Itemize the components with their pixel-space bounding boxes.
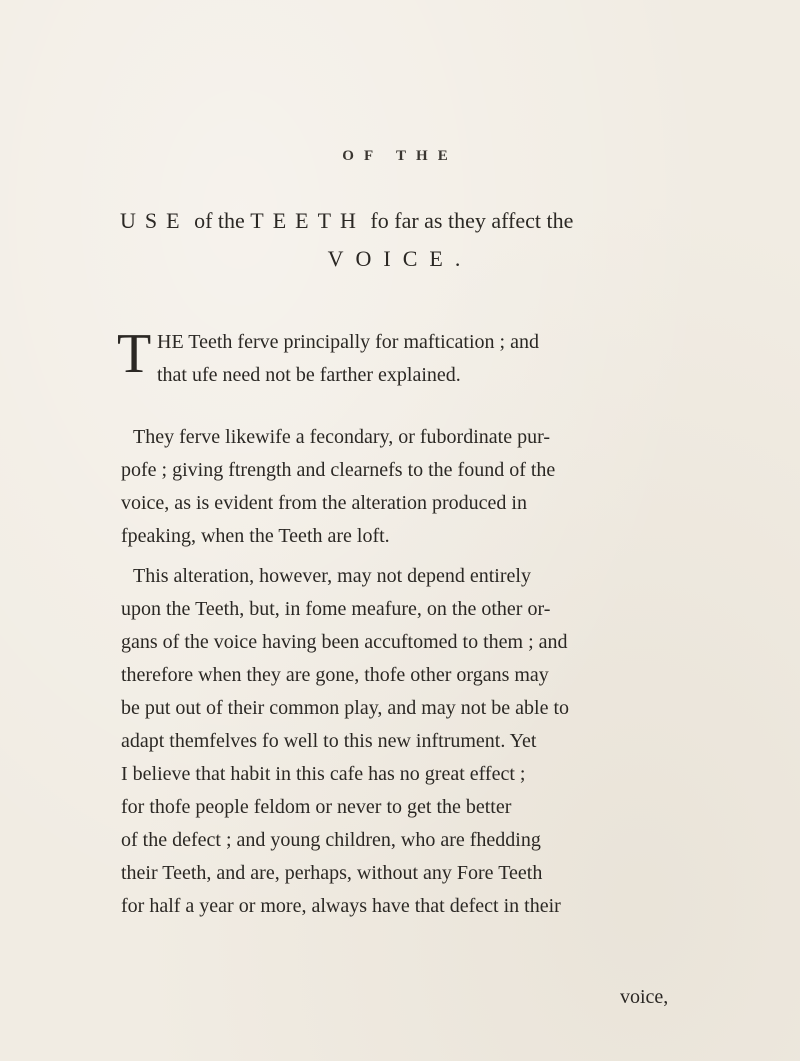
chapter-title-line-2: VOICE. — [327, 246, 473, 271]
paragraph-3-line: for thofe people feldom or never to get the better — [121, 796, 512, 818]
paragraph-2-line: pofe ; giving ftrength and clearnefs to the found of the — [121, 459, 556, 481]
running-head: OF THE — [342, 148, 458, 164]
paragraph-3-line: adapt themfelves fo well to this new inftrument. Yet — [121, 730, 537, 752]
paragraph-1-line: HE Teeth ferve principally for maftication ; and — [157, 331, 539, 353]
title-of-the: of the — [194, 208, 245, 233]
drop-cap: T — [117, 323, 152, 385]
paragraph-3-line: This alteration, however, may not depend entirely — [133, 565, 531, 587]
paragraph-3-line: upon the Teeth, but, in fome meafure, on the other or- — [121, 598, 551, 620]
paragraph-2-line: fpeaking, when the Teeth are loft. — [121, 525, 390, 547]
paragraph-2-line: voice, as is evident from the alteration produced in — [121, 492, 527, 514]
paragraph-2-line: They ferve likewife a fecondary, or fubordinate pur- — [133, 426, 550, 448]
title-word-use: USE — [120, 208, 189, 233]
paragraph-3-line: gans of the voice having been accuftomed to them ; and — [121, 631, 568, 653]
paragraph-1-line: that ufe need not be farther explained. — [157, 364, 461, 386]
paragraph-1 — [157, 326, 682, 392]
title-suffix: fo far as they affect the — [370, 208, 574, 233]
paragraph-2 — [121, 421, 685, 553]
catchword: voice, — [620, 986, 669, 1008]
paragraph-3-line: be put out of their common play, and may not be able to — [121, 697, 570, 719]
paragraph-3-line: for half a year or more, always have that defect in their — [121, 895, 561, 917]
paragraph-3 — [121, 560, 685, 923]
chapter-title-line-1 — [120, 208, 720, 234]
title-word-teeth: TEETH — [250, 208, 365, 233]
paragraph-3-line: of the defect ; and young children, who are fhedding — [121, 829, 541, 851]
paragraph-3-line: therefore when they are gone, thofe other organs may — [121, 664, 549, 686]
paragraph-3-line: their Teeth, and are, perhaps, without any Fore Teeth — [121, 862, 543, 884]
paragraph-3-line: I believe that habit in this cafe has no great effect ; — [121, 763, 526, 785]
